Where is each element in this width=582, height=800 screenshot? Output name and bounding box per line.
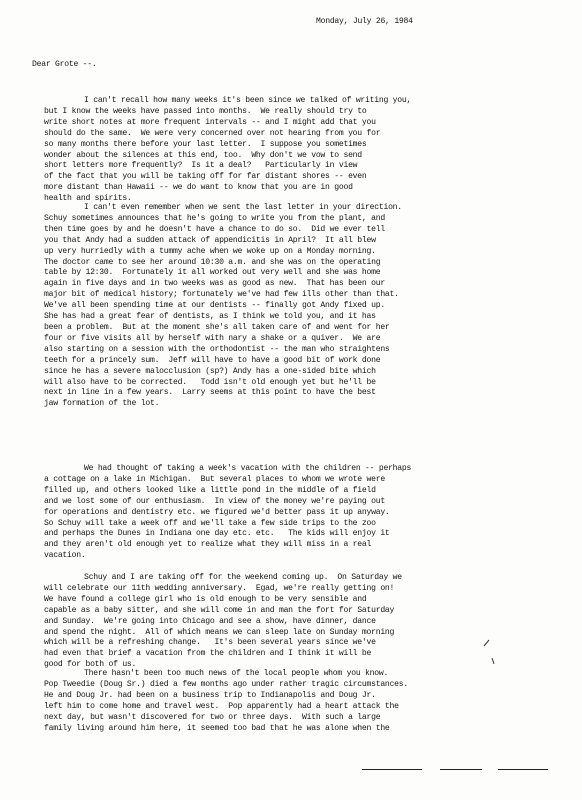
- pen-mark-icon: [480, 632, 500, 666]
- text-line: I can't recall how many weeks it's been since we talked of writing you,: [84, 96, 412, 105]
- text-line: which will be a refreshing change. It's been several years since we've: [44, 638, 376, 648]
- text-line: left him to come home and travel west. Pop apparently had a heart attack the: [44, 701, 399, 711]
- paragraph-3: [44, 464, 582, 562]
- text-line: good for both of us.: [44, 660, 137, 670]
- text-line: wonder about the silences at this end, too. Why don't we vow to send: [44, 150, 362, 160]
- text-line: also starting on a session with the orthodontist -- the man who straightens: [44, 344, 390, 354]
- text-line: then time goes by and he doesn't have a chance to do so. Did we ever tell: [44, 224, 385, 234]
- text-line: but I know the weeks have passed into months. We really should try to: [44, 106, 367, 116]
- text-line: write short notes at more frequent intervals -- and I might add that you: [44, 117, 376, 127]
- text-line: She has had a great fear of dentists, as I think we told you, and it has: [44, 312, 376, 322]
- text-line: capable as a baby sitter, and she will come in and man the fort for Saturday: [44, 605, 395, 615]
- paragraph-4: [44, 573, 582, 671]
- text-line: a cottage on a lake in Michigan. But several places to whom we wrote were: [44, 474, 385, 484]
- text-line: and spend the night. All of which means we can sleep late on Sunday morning: [44, 627, 395, 637]
- text-line: you that Andy had a sudden attack of appendicitis in April? It all blew: [44, 235, 376, 245]
- letter-date: Monday, July 26, 1984: [316, 17, 413, 26]
- text-line: four or five visits all by herself with nary a shake or a quiver. We are: [44, 333, 381, 343]
- text-line: more distant than Hawaii -- we do want to know that you are in good: [44, 183, 353, 193]
- text-line: The doctor came to see her around 10:30 a.m. and she was on the operating: [44, 257, 381, 267]
- text-line: had even that brief a vacation from the children and I think it will be: [44, 649, 372, 659]
- paragraph-2: [44, 203, 582, 410]
- text-line: since he has a severe malocclusion (sp?) Andy has a one-sided bite which: [44, 366, 376, 376]
- text-line: major bit of medical history; fortunately we've had few ills other than that.: [44, 290, 399, 300]
- text-line: filled up, and others looked like a little pond in the middle of a field: [44, 485, 376, 495]
- text-line: So Schuy will take a week off and we'll take a few side trips to the zoo: [44, 518, 376, 528]
- text-line: and perhaps the Dunes in Indiana one day etc. etc. The kids will enjoy it: [44, 529, 390, 539]
- underline-rule: [498, 769, 548, 770]
- text-line: of the fact that you will be taking off for far distant shores -- even: [44, 172, 367, 182]
- paragraph-1: [44, 96, 582, 205]
- text-line: I can't even remember when we sent the last letter in your direction.: [84, 203, 402, 212]
- text-line: We had thought of taking a week's vacation with the children -- perhaps: [84, 464, 412, 473]
- text-line: table by 12:30. Fortunately it all worked out very well and she was home: [44, 268, 381, 278]
- text-line: and Sunday. We're going into Chicago and see a show, have dinner, dance: [44, 616, 376, 626]
- underline-rule: [362, 769, 422, 770]
- text-line: for operations and dentistry etc. we figured we'd better pass it up anyway.: [44, 507, 390, 517]
- text-line: will celebrate our 11th wedding anniversary. Egad, we're really getting on!: [44, 583, 395, 593]
- text-line: next in line in a few years. Larry seems at this point to have the best: [44, 388, 376, 398]
- salutation: Dear Grote --.: [32, 60, 97, 69]
- text-line: should do the same. We were very concerned over not hearing from you for: [44, 128, 381, 138]
- text-line: There hasn't been too much news of the local people whom you know.: [84, 669, 389, 678]
- text-line: We have found a college girl who is old enough to be very sensible and: [44, 594, 367, 604]
- text-line: short letters more frequently? Is it a deal? Particularly in view: [44, 161, 358, 171]
- text-line: He and Doug Jr. had been on a business trip to Indianapolis and Doug Jr.: [44, 690, 376, 700]
- text-line: Schuy and I are taking off for the weekend coming up. On Saturday we: [84, 573, 402, 582]
- paragraph-5: [44, 669, 582, 734]
- text-line: health and spirits.: [44, 194, 132, 204]
- text-line: so many months there before your last letter. I suppose you sometimes: [44, 139, 367, 149]
- text-line: been a problem. But at the moment she's all taken care of and went for her: [44, 322, 390, 332]
- underline-rule: [440, 769, 482, 770]
- text-line: Schuy sometimes announces that he's going to write you from the plant, and: [44, 213, 385, 223]
- text-line: and we lost some of our enthusiasm. In view of the money we're paying out: [44, 496, 385, 506]
- text-line: vacation.: [44, 551, 86, 561]
- text-line: teeth for a princely sum. Jeff will have to have a good bit of work done: [44, 355, 381, 365]
- text-line: family living around him here, it seemed too bad that he was alone when the: [44, 723, 390, 733]
- text-line: up very hurriedly with a tummy ache when we woke up on a Monday morning.: [44, 246, 376, 256]
- text-line: and they aren't old enough yet to realize what they will miss in a real: [44, 540, 372, 550]
- text-line: jaw formation of the lot.: [44, 399, 160, 409]
- text-line: Pop Tweedie (Doug Sr.) died a few months ago under rather tragic circumstances.: [44, 679, 408, 689]
- text-line: next day, but wasn't discovered for two or three days. With such a large: [44, 712, 381, 722]
- text-line: again in five days and in two weeks was as good as new. That has been our: [44, 279, 385, 289]
- text-line: will also have to be corrected. Todd isn't old enough yet but he'll be: [44, 377, 376, 387]
- text-line: We've all been spending time at our dentists -- finally got Andy fixed up.: [44, 301, 385, 311]
